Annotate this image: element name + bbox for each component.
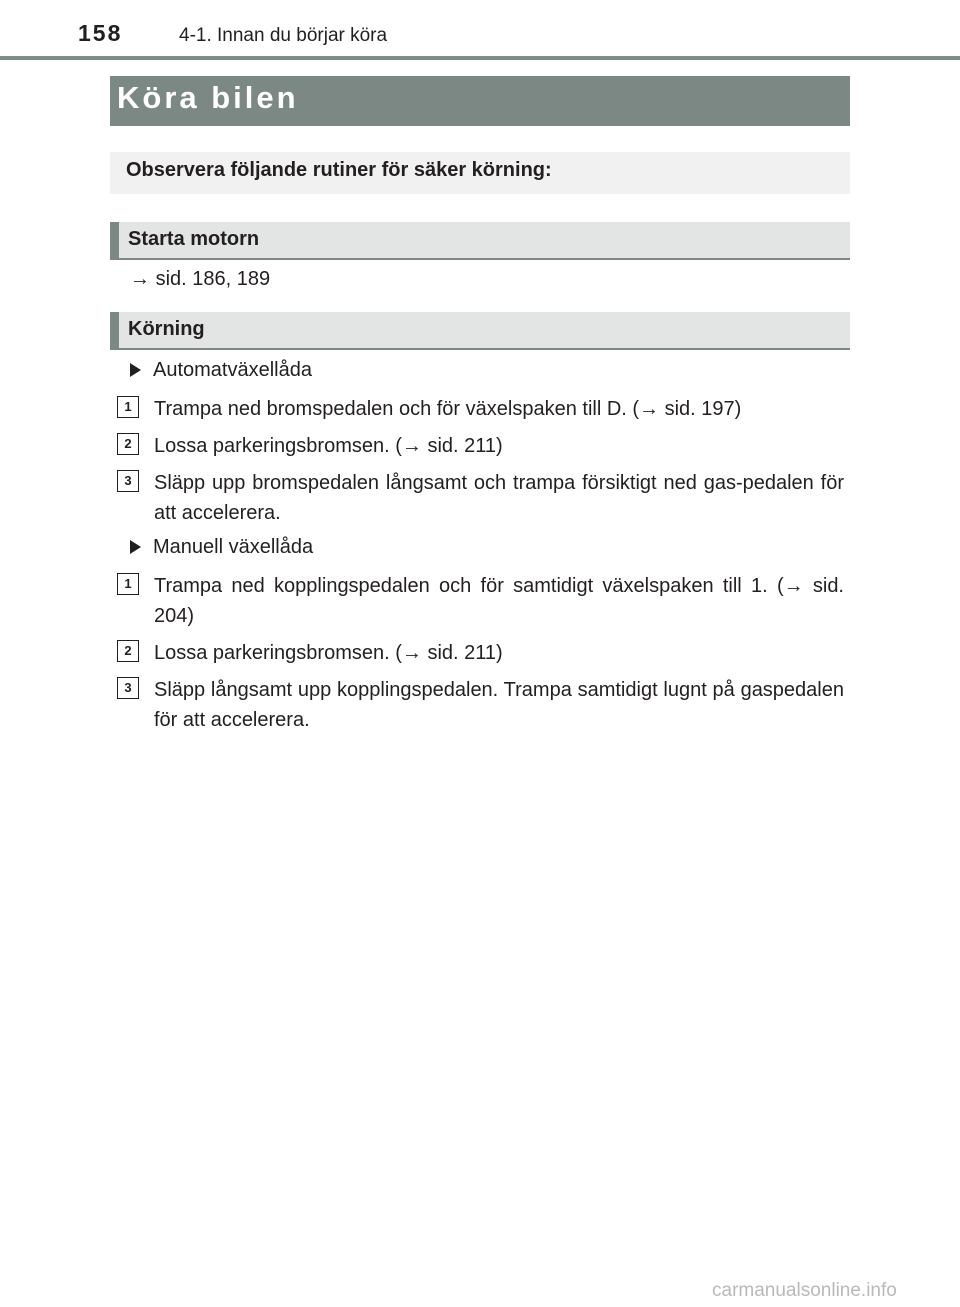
watermark: carmanualsonline.info — [712, 1280, 897, 1301]
subheading-driving — [110, 312, 850, 350]
step-number: 2 — [117, 640, 139, 662]
step-text: Trampa ned bromspedalen och för växelspaken till D. (→ sid. 197) — [154, 398, 742, 420]
step-number: 1 — [117, 396, 139, 418]
step-number: 1 — [117, 573, 139, 595]
subheading-label: Körning — [128, 318, 205, 340]
bullet-label: Automatväxellåda — [153, 359, 312, 381]
reference-text: sid. 186, 189 — [155, 268, 271, 290]
subheading-bar — [110, 312, 119, 348]
header-rule — [0, 56, 960, 60]
start-reference — [130, 268, 270, 291]
subheading-bar — [110, 222, 119, 258]
step-text: Lossa parkeringsbromsen. (→ sid. 211) — [154, 435, 503, 457]
triangle-bullet-icon — [130, 363, 141, 377]
arrow-icon: → — [130, 268, 150, 290]
step-text: Släpp upp bromspedalen långsamt och trampa försiktigt ned gas-pedalen för att accelerera. — [154, 472, 844, 524]
subheading-label: Starta motorn — [128, 228, 260, 250]
page-number: 158 — [78, 20, 123, 46]
triangle-bullet-icon — [130, 540, 141, 554]
page-title: Köra bilen — [117, 80, 299, 115]
step-number: 3 — [117, 677, 139, 699]
step-number: 2 — [117, 433, 139, 455]
intro-box — [110, 152, 850, 194]
step-text: Släpp långsamt upp kopplingspedalen. Trampa samtidigt lugnt på gaspedalen för att accelerera. — [154, 679, 844, 731]
intro-text: Observera följande rutiner för säker körning: — [126, 159, 552, 181]
automatic-label — [130, 359, 312, 382]
subheading-start-engine — [110, 222, 850, 260]
step-number: 3 — [117, 470, 139, 492]
step-text: Trampa ned kopplingspedalen och för samtidigt växelspaken till 1. (→ sid. 204) — [154, 575, 844, 627]
step-text: Lossa parkeringsbromsen. (→ sid. 211) — [154, 642, 503, 664]
bullet-label: Manuell växellåda — [153, 536, 314, 558]
section-path: 4-1. Innan du börjar köra — [179, 25, 388, 46]
manual-label — [130, 536, 313, 559]
title-bar — [110, 76, 850, 126]
